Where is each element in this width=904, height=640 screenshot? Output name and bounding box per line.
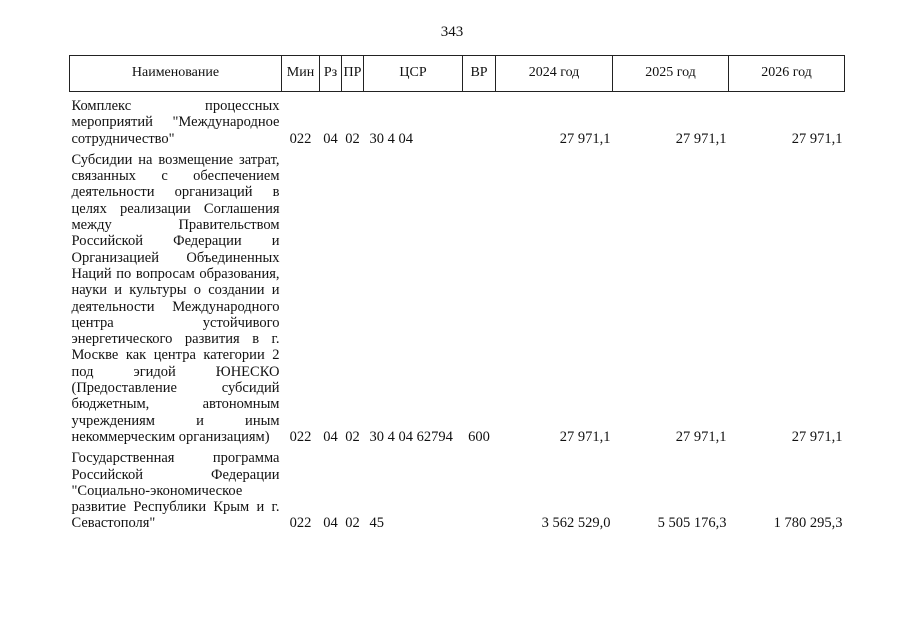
- row-csr: 30 4 04 62794: [369, 428, 453, 445]
- header-name: Наименование: [70, 56, 282, 92]
- row-vr: [463, 92, 496, 147]
- row-name: Комплекс процессных мероприятий "Международное сотрудничество": [71, 98, 280, 147]
- row-rz: 04: [323, 428, 338, 445]
- header-2026: 2026 год: [729, 56, 845, 92]
- header-rz: Рз: [320, 56, 342, 92]
- budget-table: [69, 55, 845, 532]
- row-vr: 600: [468, 428, 490, 445]
- page-number: 343: [440, 24, 464, 40]
- row-2025: 27 971,1: [675, 130, 727, 147]
- row-csr: 30 4 04: [369, 130, 413, 147]
- row-name-cell: [70, 445, 282, 531]
- row-2025: 27 971,1: [675, 428, 727, 445]
- header-pr: ПР: [342, 56, 364, 92]
- table-header-row: [70, 56, 845, 92]
- header-2025: 2025 год: [613, 56, 729, 92]
- table-row: [70, 92, 845, 147]
- header-csr: ЦСР: [364, 56, 463, 92]
- row-2025: 5 505 176,3: [657, 515, 727, 532]
- row-min: 022: [289, 130, 312, 147]
- row-2026: 27 971,1: [791, 130, 843, 147]
- row-pr: 02: [345, 515, 360, 532]
- row-csr: 45: [369, 515, 384, 532]
- header-min: Мин: [282, 56, 320, 92]
- row-rz: 04: [323, 130, 338, 147]
- row-2024: 27 971,1: [559, 428, 611, 445]
- row-pr: 02: [345, 130, 360, 147]
- row-name-cell: [70, 92, 282, 147]
- header-2024: 2024 год: [496, 56, 613, 92]
- row-2024: 27 971,1: [559, 130, 611, 147]
- row-min: 022: [289, 515, 312, 532]
- table-row: [70, 147, 845, 445]
- header-vr: ВР: [463, 56, 496, 92]
- row-2024: 3 562 529,0: [541, 515, 611, 532]
- row-vr: [463, 445, 496, 531]
- table-row: [70, 445, 845, 531]
- row-min: 022: [289, 428, 312, 445]
- row-rz: 04: [323, 515, 338, 532]
- row-2026: 27 971,1: [791, 428, 843, 445]
- row-name: Государственная программа Российской Федерации "Социально-экономическое развитие Республики Крым и г. Севастополя": [71, 450, 280, 532]
- row-pr: 02: [345, 428, 360, 445]
- row-name: Субсидии на возмещение затрат, связанных с обеспечением деятельности организаций в целях реализации Соглашения между Правительством Российской Федерации и Организацией Объединенных Наций по вопросам образования, науки и культуры о создании и деятельности Международного центра устойчивого энергетического развития в г. Москве как центра категории 2 под эгидой ЮНЕСКО (Предоставление субсидий бюджетным, автономным учреждениям и иным некоммерческим организациям): [71, 151, 280, 445]
- row-2026: 1 780 295,3: [773, 515, 843, 532]
- row-name-cell: [70, 147, 282, 445]
